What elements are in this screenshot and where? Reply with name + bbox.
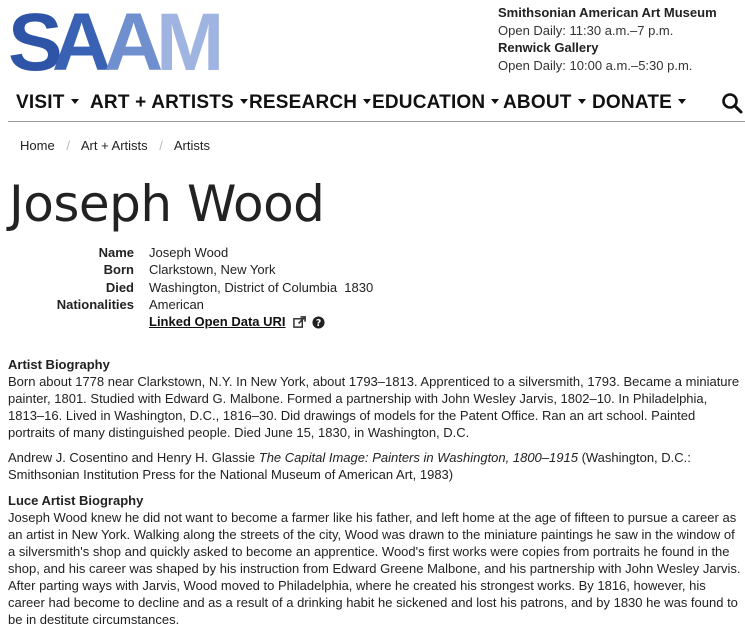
fact-row-name (0, 244, 745, 261)
lod-link[interactable]: Linked Open Data URI (149, 314, 286, 329)
citation-title: The Capital Image: Painters in Washington, 1800–1915 (258, 450, 578, 465)
artist-biography (8, 356, 743, 441)
fact-label: Born (103, 262, 134, 278)
fact-row-born (0, 261, 745, 278)
nav-education[interactable] (372, 92, 499, 114)
museum-hours (498, 4, 717, 74)
nav-about-label: ABOUT (503, 92, 572, 113)
site-header (0, 0, 745, 88)
fact-value: Washington, District of Columbia 1830 (149, 279, 374, 295)
page-title: Joseph Wood (9, 175, 325, 233)
caret-down-icon (240, 99, 248, 104)
renwick-hours-text: Open Daily: 10:00 a.m.–5:30 p.m. (498, 57, 693, 73)
fact-row-nationalities (0, 296, 745, 313)
luce-text: Joseph Wood knew he did not want to become a farmer like his father, and left home at the age of fifteen to pursue a career as an artist in New York. Walking along the streets of the city, Wood was drawn to the miniature paintings he saw in the window of a silversmith's shop and quickly asked to become an apprentice. Wood's first works were copies from portraits he found in the shop, and his career was shaped by his instruction from Edward Greene Malbone, and his partnership with John Wesley Jarvis. After parting ways with Jarvis, Wood moved to Philadelphia, where he created his strongest works. By 1816, however, his career had become to decline and as a result of a drinking habit he sickened and lost his patrons, and by 1830 he was found to be in destitute circumstances. (8, 510, 741, 627)
museum-venue[interactable]: Smithsonian American Art Museum (498, 5, 717, 20)
nav-education-label: EDUCATION (372, 92, 486, 113)
svg-text:?: ? (315, 318, 321, 330)
fact-label: Nationalities (56, 296, 134, 312)
luce-biography (8, 492, 743, 628)
fact-label: Died (105, 279, 134, 295)
svg-text:A: A (52, 0, 106, 88)
breadcrumb-artists[interactable]: Artists (173, 138, 210, 153)
nav-research-label: RESEARCH (249, 92, 358, 113)
breadcrumb-art-artists[interactable]: Art + Artists (80, 138, 148, 153)
breadcrumb (20, 138, 210, 153)
biography-text: Born about 1778 near Clarkstown, N.Y. In New York, about 1793–1813. Apprenticed to a silversmith, 1793. Became a miniature painter, 1801. Studied with Edward G. Malbone. Formed a partnership with John Wesley Jarvis, 1802–10. In Philadelphia, 1813–16. Lived in Washington, D.C., 1816–30. Did drawings of models for the Patent Office. Ran an art school. Painted portraits of many distinguished people. Died June 15, 1830, in Washington, D.C. (8, 374, 740, 440)
fact-label: Name (98, 245, 134, 260)
fact-value: American (149, 296, 204, 312)
search-icon[interactable] (721, 92, 743, 114)
svg-text:A: A (104, 0, 158, 88)
citation-authors: Andrew J. Cosentino and Henry H. Glassie (8, 450, 256, 465)
saam-logo[interactable] (8, 0, 219, 88)
luce-heading: Luce Artist Biography (8, 493, 144, 508)
caret-down-icon (678, 99, 686, 104)
svg-text:S: S (8, 0, 57, 88)
help-icon[interactable] (312, 316, 325, 329)
caret-down-icon (71, 99, 79, 104)
linked-open-data (149, 313, 325, 330)
nav-about[interactable] (503, 92, 586, 114)
svg-text:M: M (156, 0, 219, 88)
caret-down-icon (363, 99, 371, 104)
nav-art-artists[interactable] (90, 92, 248, 114)
external-link-icon[interactable] (293, 316, 306, 329)
breadcrumb-home[interactable]: Home (20, 138, 55, 153)
breadcrumb-separator: / (159, 138, 163, 153)
nav-donate-label: DONATE (592, 92, 673, 113)
citation-publisher: (Washington, D.C.: Smithsonian Institution Press for the National Museum of American Art, 1983) (8, 450, 691, 482)
biography-heading: Artist Biography (8, 357, 110, 372)
museum-hours-text: Open Daily: 11:30 a.m.–7 p.m. (498, 22, 674, 38)
breadcrumb-separator: / (66, 138, 70, 153)
nav-visit-label: VISIT (16, 92, 65, 113)
renwick-venue[interactable]: Renwick Gallery (498, 40, 599, 55)
nav-research[interactable] (249, 92, 371, 114)
main-nav (8, 88, 745, 122)
fact-value: Clarkstown, New York (149, 262, 276, 278)
fact-value: Joseph Wood (149, 245, 229, 260)
nav-donate[interactable] (592, 92, 686, 114)
nav-art-artists-label: ART + ARTISTS (90, 92, 234, 113)
biography-citation (8, 449, 743, 483)
caret-down-icon (491, 99, 499, 104)
artist-facts (0, 244, 745, 330)
fact-row-died (0, 279, 745, 296)
nav-visit[interactable] (16, 92, 79, 114)
caret-down-icon (578, 99, 586, 104)
